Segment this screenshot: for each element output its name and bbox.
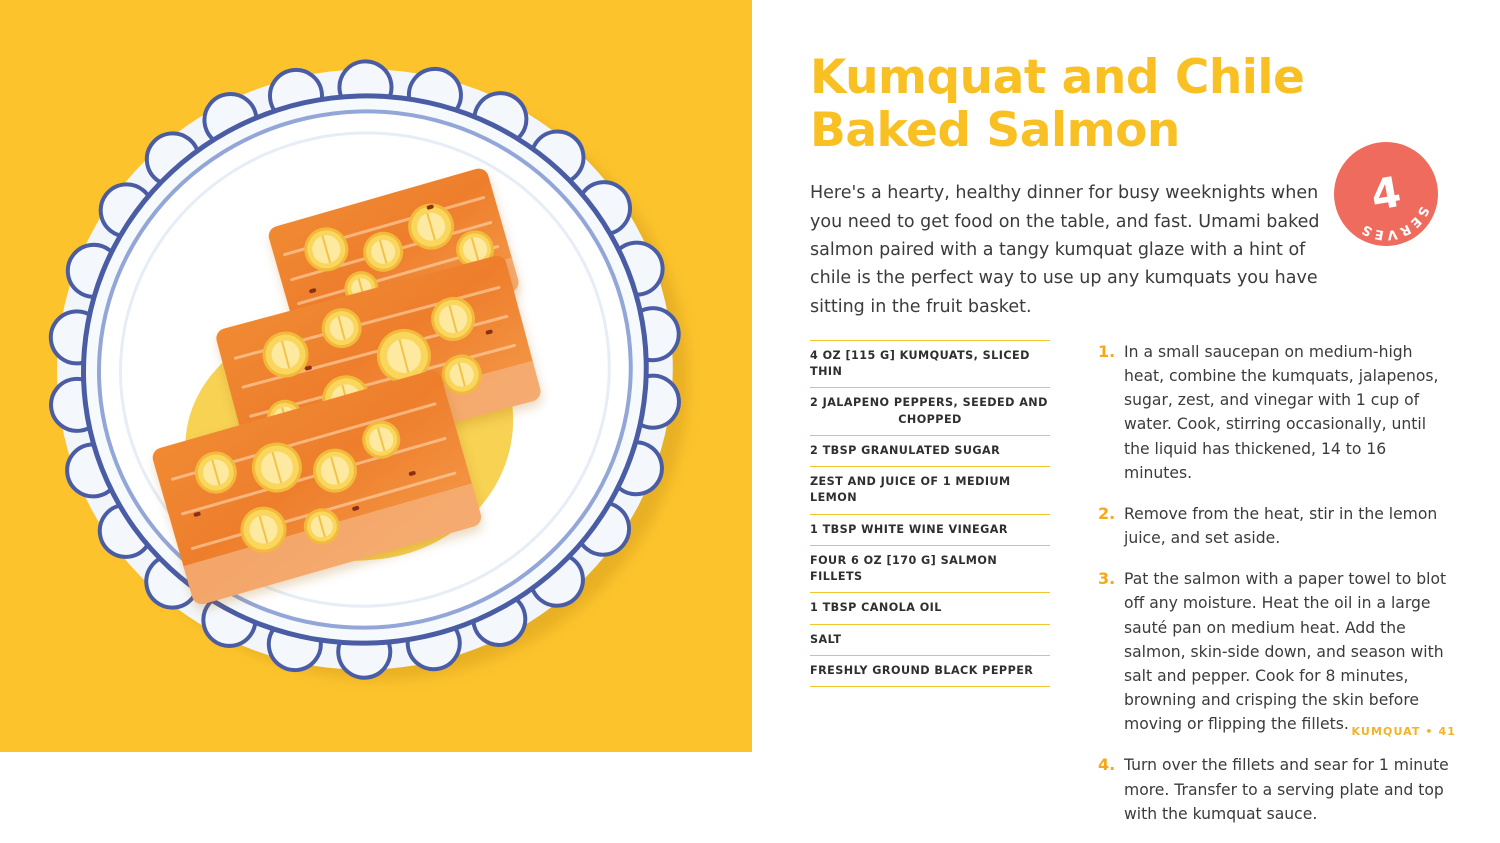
right-page-recipe — [752, 0, 1500, 823]
step-text: Remove from the heat, stir in the lemon juice, and set aside. — [1124, 504, 1438, 548]
ingredient-text: FRESHLY GROUND BLACK PEPPER — [810, 663, 1034, 677]
list-item — [810, 546, 1050, 593]
step-number: 2. — [1098, 503, 1116, 523]
list-item — [810, 467, 1050, 514]
ingredient-text: 1 TBSP WHITE WINE VINEGAR — [810, 522, 1008, 536]
ingredient-text: 4 OZ [115 G] KUMQUATS, SLICED THIN — [810, 349, 1030, 379]
left-page-illustration — [0, 0, 752, 752]
list-item — [1098, 340, 1456, 485]
ingredient-text: SALT — [810, 632, 842, 646]
recipe-body-columns — [810, 340, 1456, 843]
ingredient-text: 2 TBSP GRANULATED SUGAR — [810, 443, 1001, 457]
list-item — [810, 436, 1050, 467]
svg-text:SERVES: SERVES — [1357, 203, 1432, 243]
list-item — [810, 515, 1050, 546]
recipe-intro: Here's a hearty, healthy dinner for busy weeknights when you need to get food on the table, and fast. Umami baked salmon paired with a tangy kumquat glaze with a hint of chile is the perfect way to use up any kumquats you have sitting in the fruit basket. — [810, 183, 1320, 317]
ingredient-text: ZEST AND JUICE OF 1 MEDIUM LEMON — [810, 475, 1011, 505]
list-item — [810, 593, 1050, 624]
ingredient-text: FOUR 6 OZ [170 G] SALMON FILLETS — [810, 553, 998, 584]
step-number: 4. — [1098, 755, 1116, 775]
ingredients-list — [810, 340, 1050, 843]
list-item — [1098, 753, 1456, 825]
list-item — [810, 340, 1050, 388]
list-item — [810, 656, 1050, 687]
list-item — [1098, 567, 1456, 736]
serves-count: 4 — [1367, 166, 1405, 221]
step-number: 1. — [1098, 342, 1116, 361]
recipe-title: Kumquat and Chile Baked Salmon — [810, 50, 1305, 158]
step-text: Turn over the fillets and sear for 1 minute more. Transfer to a serving plate and top with the kumquat sauce. — [1124, 756, 1449, 823]
step-text: Pat the salmon with a paper towel to blot off any moisture. Heat the oil in a large sauté pan on medium heat. Add the salmon, skin-side down, and season with salt and pepper. Cook for 8 minutes, browning and crisping the skin before moving or flipping the fillets. — [1124, 570, 1447, 734]
list-item — [810, 388, 1050, 435]
serves-badge — [1334, 142, 1438, 246]
list-item — [1098, 502, 1456, 550]
instructions-list — [1088, 340, 1456, 843]
salmon-plate-illustration — [21, 21, 734, 734]
list-item — [810, 625, 1050, 656]
ingredient-text: 1 TBSP CANOLA OIL — [810, 601, 942, 615]
ingredient-text-continuation: CHOPPED — [898, 412, 962, 426]
step-number: 3. — [1098, 569, 1116, 589]
page-footer: KUMQUAT • 41 — [1351, 725, 1456, 738]
ingredient-text: 2 JALAPENO PEPPERS, SEEDED AND — [810, 396, 1048, 410]
step-text: In a small saucepan on medium-high heat, combine the kumquats, jalapenos, sugar, zest, and vinegar with 1 cup of water. Cook, stirring occasionally, until the liquid has thickened, 14 to 16 minutes. — [1124, 343, 1439, 482]
